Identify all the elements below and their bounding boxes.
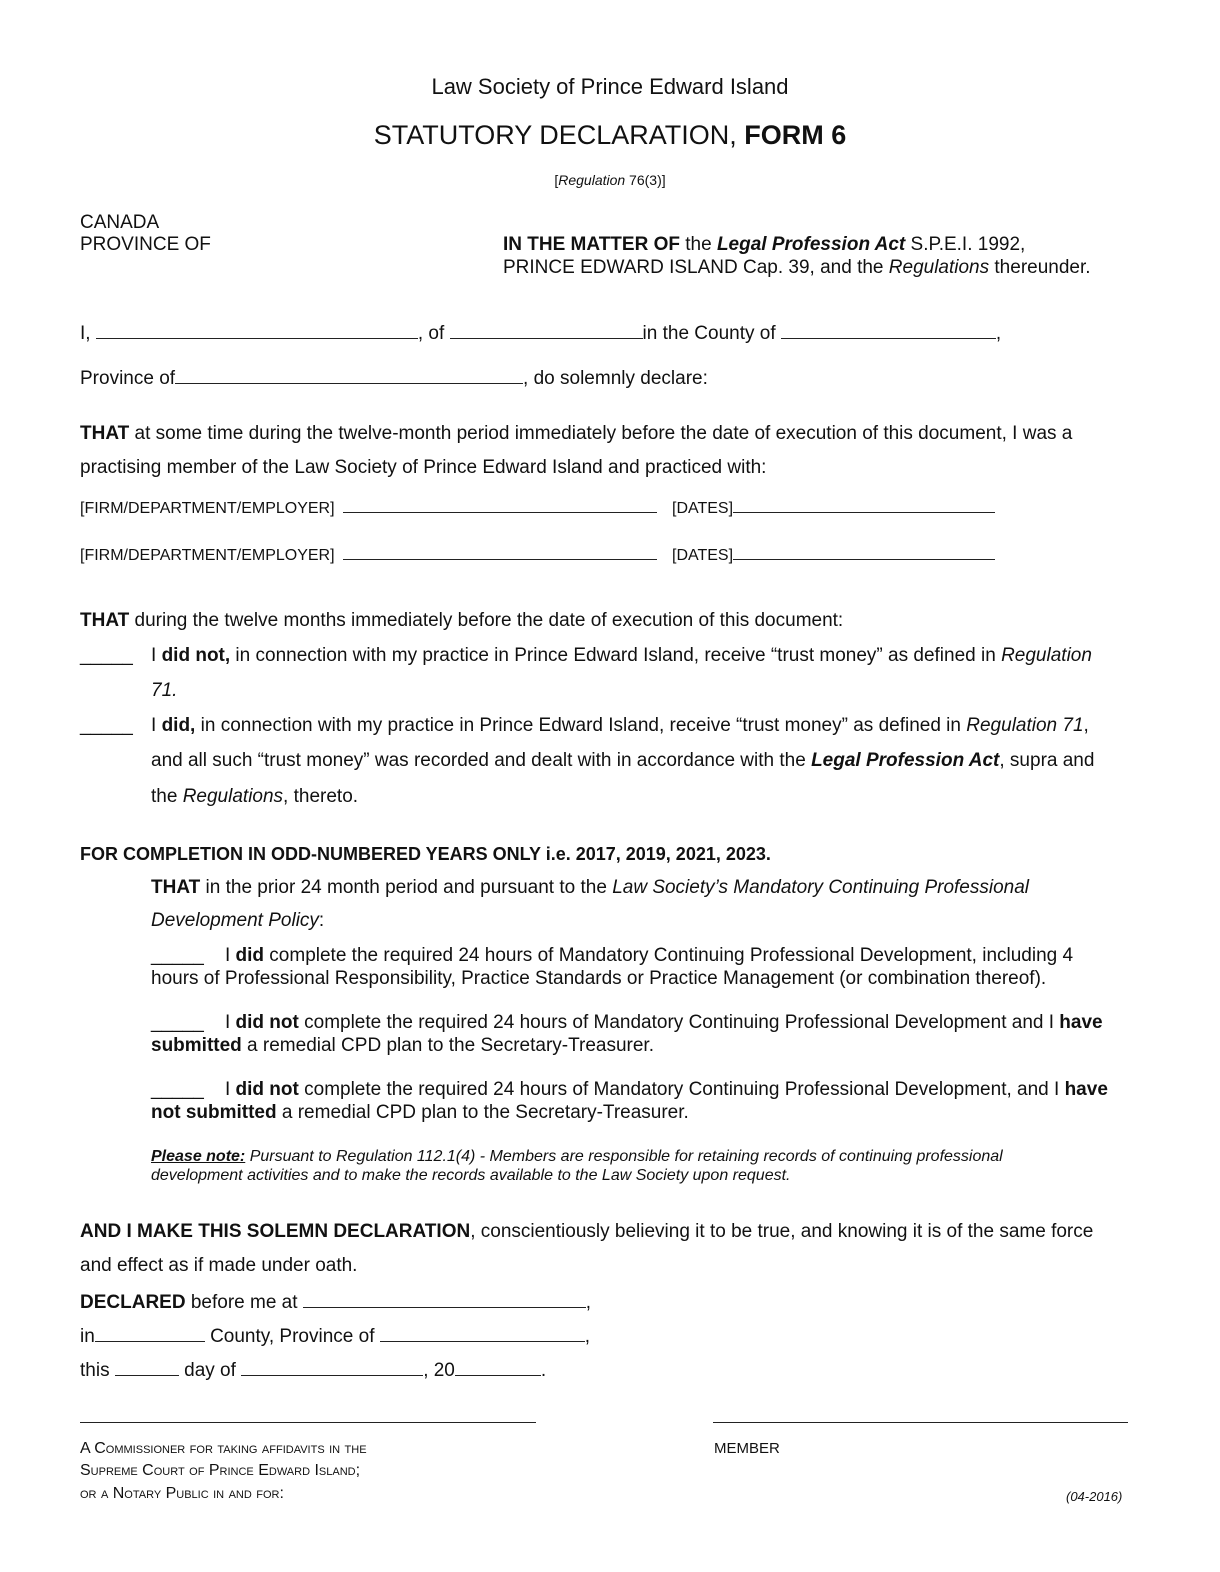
cpd-note-line-2: development activities and to make the records available to the Law Society upon request. — [151, 1167, 791, 1184]
cpd-option-2-line-2: submitted a remedial CPD plan to the Secretary-Treasurer. — [151, 1035, 654, 1056]
declared-county-line: in County, Province of , — [80, 1323, 590, 1348]
declared-province-field[interactable] — [380, 1323, 585, 1342]
org-name: Law Society of Prince Edward Island — [431, 74, 789, 99]
commissioner-signature-line[interactable] — [80, 1422, 536, 1423]
commissioner-label-1: A Commissioner for taking affidavits in the — [80, 1440, 367, 1457]
trust-option-did: I did, in connection with my practice in Prince Edward Island, receive “trust money” as defined in Regulation 71, — [151, 715, 1089, 736]
cpd-option-3: _____ I did not complete the required 24 hours of Mandatory Continuing Professional Development, and I have — [151, 1079, 1108, 1100]
dates-row-2: [DATES] — [672, 541, 995, 565]
cpd-option-3-checkbox[interactable]: _____ — [151, 1079, 204, 1100]
firm-field-2[interactable] — [343, 541, 657, 560]
jurisdiction-province: PROVINCE OF — [80, 234, 211, 255]
dates-field-1[interactable] — [733, 494, 995, 513]
member-signature-line[interactable] — [713, 1422, 1128, 1423]
page-title: STATUTORY DECLARATION, FORM 6 — [373, 120, 847, 150]
declared-county-field[interactable] — [95, 1323, 205, 1342]
solemn-declaration-line-2: and effect as if made under oath. — [80, 1255, 358, 1276]
revision-code: (04-2016) — [1066, 1489, 1123, 1504]
declared-year-field[interactable] — [455, 1357, 541, 1376]
cpd-option-2-checkbox[interactable]: _____ — [151, 1012, 204, 1033]
trust-intro: THAT during the twelve months immediately before the date of execution of this document: — [80, 610, 844, 631]
member-label: MEMBER — [714, 1440, 780, 1457]
cpd-option-3-line-2: not submitted a remedial CPD plan to the Secretary-Treasurer. — [151, 1102, 689, 1123]
declarant-province-field[interactable] — [175, 365, 523, 384]
declared-month-field[interactable] — [241, 1357, 423, 1376]
practice-line-2: practising member of the Law Society of Prince Edward Island and practiced with: — [80, 457, 767, 478]
cpd-option-1-line-2: hours of Professional Responsibility, Practice Standards or Practice Management (or combination thereof). — [151, 968, 1047, 989]
declarant-residence-field[interactable] — [450, 320, 643, 339]
declarant-line: I, , of in the County of , — [80, 320, 1001, 345]
dates-field-2[interactable] — [733, 541, 995, 560]
commissioner-label-3: or a Notary Public in and for: — [80, 1485, 284, 1502]
cpd-note: Please note: Pursuant to Regulation 112.1(4) - Members are responsible for retaining records of continuing professional — [151, 1148, 1003, 1165]
trust-option-did-checkbox[interactable]: _____ — [80, 715, 133, 736]
declared-before-line: DECLARED before me at , — [80, 1289, 591, 1314]
practice-line-1: THAT at some time during the twelve-month period immediately before the date of execution of this document, I was a — [80, 423, 1073, 444]
cpd-intro-cont: Development Policy: — [151, 910, 325, 931]
dates-row-1: [DATES] — [672, 494, 995, 518]
declarant-name-field[interactable] — [96, 320, 418, 339]
cpd-option-1: _____ I did complete the required 24 hours of Mandatory Continuing Professional Development, including 4 — [151, 945, 1074, 966]
trust-option-did-not-checkbox[interactable]: _____ — [80, 645, 133, 666]
trust-option-did-not: I did not, in connection with my practice in Prince Edward Island, receive “trust money” as defined in Regulation — [151, 645, 1092, 666]
declarant-county-field[interactable] — [781, 320, 996, 339]
declared-place-field[interactable] — [303, 1289, 586, 1308]
regulation-reference: [Regulation 76(3)] — [554, 172, 666, 188]
cpd-option-1-checkbox[interactable]: _____ — [151, 945, 204, 966]
declared-day-field[interactable] — [115, 1357, 179, 1376]
matter-line-2: PRINCE EDWARD ISLAND Cap. 39, and the Regulations thereunder. — [503, 257, 1091, 278]
trust-option-did-line-3: the Regulations, thereto. — [151, 786, 359, 807]
firm-row-2: [FIRM/DEPARTMENT/EMPLOYER] — [80, 541, 657, 565]
trust-option-did-line-2: and all such “trust money” was recorded and dealt with in accordance with the Legal Profession Act, supra and — [151, 750, 1095, 771]
cpd-intro: THAT in the prior 24 month period and pursuant to the Law Society’s Mandatory Continuing Professional — [151, 877, 1030, 898]
commissioner-label-2: Supreme Court of Prince Edward Island; — [80, 1462, 361, 1479]
declarant-province-line: Province of , do solemnly declare: — [80, 365, 708, 390]
jurisdiction-canada: CANADA — [80, 212, 160, 233]
firm-field-1[interactable] — [343, 494, 657, 513]
declared-date-line: this day of , 20 . — [80, 1357, 546, 1382]
matter-line-1: IN THE MATTER OF the Legal Profession Act S.P.E.I. 1992, — [503, 234, 1026, 255]
cpd-heading: FOR COMPLETION IN ODD-NUMBERED YEARS ONLY i.e. 2017, 2019, 2021, 2023. — [80, 844, 771, 864]
solemn-declaration: AND I MAKE THIS SOLEMN DECLARATION, conscientiously believing it to be true, and knowing it is of the same force — [80, 1221, 1094, 1242]
cpd-option-2: _____ I did not complete the required 24 hours of Mandatory Continuing Professional Development and I have — [151, 1012, 1103, 1033]
trust-option-did-not-cont: 71. — [151, 680, 178, 701]
firm-row-1: [FIRM/DEPARTMENT/EMPLOYER] — [80, 494, 657, 518]
